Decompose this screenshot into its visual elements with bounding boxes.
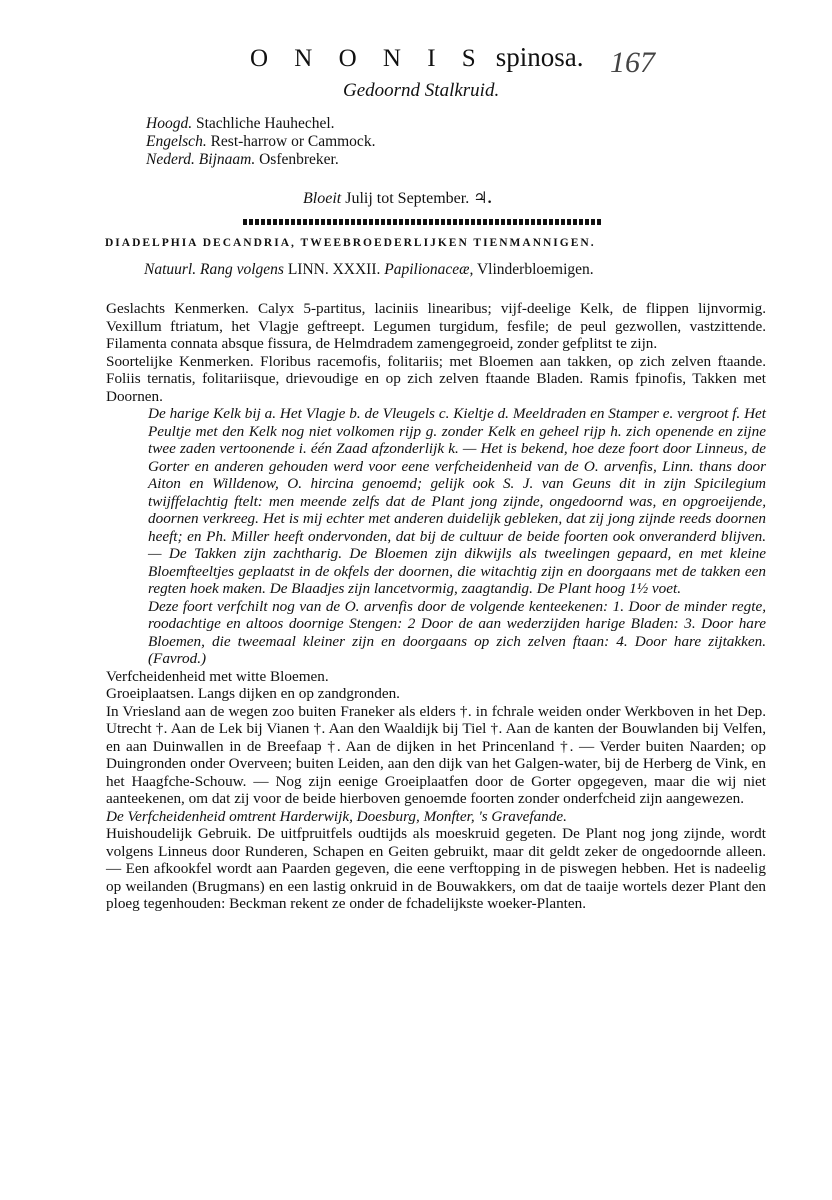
natural-rank: Natuurl. Rang volgens LINN. XXXII. Papilionaceæ, Vlinderbloemigen. [144, 261, 594, 278]
variety-line: Verfcheidenheid met witte Bloemen. [106, 667, 329, 685]
name-nederd: Nederd. Bijnaam. Osfenbreker. [146, 151, 339, 168]
name-engelsch: Engelsch. Rest-harrow or Cammock. [146, 133, 376, 150]
habitats-heading: Groeiplaatsen. Langs dijken en op zandgronden. [106, 685, 400, 702]
ornamental-rule [243, 219, 603, 225]
common-names [146, 115, 375, 169]
species-characters: Soortelijke Kenmerken. Floribus racemofis, folitariis; met Bloemen aan takken, op zich zelven ftaande. Foliis ternatis, folitariisque, drievoudige en op zich zelven ftaande Bladen. Ramis fpinofis, Takken met Doornen. [106, 352, 766, 405]
locations-paragraph: In Vriesland aan de wegen zoo buiten Franeker als elders †. in fchrale weiden onder Werkboven in het Dep. Utrecht †. Aan de Lek bij Vianen †. Aan den Waaldijk bij Tiel †. Aan de kanten der Bouwlanden bij Velfen, en aan Duinwallen in de Breefaap †. Aan de dijken in het Princenland †. — Verder buiten Naarden; op Duingronden onder Overveen; buiten Leiden, aan den dijk van het Galgen-water, bij de Herberg de Vink, en het Haagfche-Schouw. — Nog zijn eenige Groeiplaatfen door de Gorter opgegeven, maar die wij niet aanteekenen, om dat zij voor de beide hierboven genoemde foorten zonder onderfcheid zijn aangewezen. [106, 702, 766, 807]
flowering-period: Bloeit Julij tot September. ♃. [303, 190, 492, 207]
description-paragraph: De harige Kelk bij a. Het Vlagje b. de Vleugels c. Kieltje d. Meeldraden en Stamper e. vergroot f. Het Peultje met den Kelk nog niet volkomen rijp g. zonder Kelk en geheel rijp h. zich openende en zijne twee zaden vertoonende i. één Zaad afzonderlijk k. — Het is bekend, hoe deze foort door Linneus, de Gorter en anderen gehouden werd voor eene verfcheidenheid van de O. arvenfis, Linn. thans door Aiton en Willdenow, O. hircina genoemd; gelijk ook S. J. van Geuns dit in zijn Spicilegium twijffelachtig ftelt: men meende zelfs dat de Plant jong zijnde, ongedoornd was, en opgroeijende, doornen verkreeg. Het is mij echter met anderen duidelijk gebleken, dat zij jong zijnde reeds doornen heeft; en Ph. Miller heeft ondervonden, dat bij de cultuur de beide foorten ook onveranderd blijven. — De Takken zijn zachtharig. De Bloemen zijn dikwijls als tweelingen gepaard, en met kleine Bloemfteeltjes geplaatst in de okfels der doornen, die witachtig zijn en doorgaans met de takken een regten hoek maken. De Blaadjes zijn lancetvormig, zaagtandig. De Plant hoog 1½ voet. [148, 405, 766, 597]
handwritten-page-number: 167 [610, 46, 655, 79]
household-use-paragraph: Huishoudelijk Gebruik. De uitfpruitfels oudtijds als moeskruid gegeten. De Plant nog jong zijnde, wordt volgens Linneus door Runderen, Schapen en Geiten gebruikt, maar dit geldt zeker de ongedoornde alleen. — Een afkookfel wordt aan Paarden gegeven, die eene verftopping in de piswegen hebben. Het is nadeelig op weilanden (Brugmans) en een lastig onkruid in de Bouwakkers, om dat de taaije wortels dezer Plant den ploeg tegenhouden: Beckman rekent ze onder de fchadelijkste woeker-Planten. [106, 825, 766, 912]
variety-locations: De Verfcheidenheid omtrent Harderwijk, Doesburg, Monfter, 's Gravefande. [106, 807, 567, 825]
species-name: spinosa. [495, 42, 584, 72]
body-text [86, 300, 766, 913]
name-hoogd: Hoogd. Stachliche Hauhechel. [146, 115, 335, 132]
genus-title: O N O N I S spinosa. [250, 42, 584, 72]
difference-paragraph: Deze foort verfchilt nog van de O. arvenfis door de volgende kenteekenen: 1. Door de minder regte, roodachtige en altoos doornige Stengen: 2 Door de aan wederzijden harige Bladen: 3. Door hare Bloemen, die tweemaal kleiner zijn en doorgaans op zich zelven ftaan: 4. Door hare zijtakken. (Favrod.) [148, 597, 766, 667]
genus-characters: Geslachts Kenmerken. Calyx 5-partitus, laciniis linearibus; vijf-deelige Kelk, de flippen lijnvormig. Vexillum ftriatum, het Vlagje geftreept. Legumen turgidum, fesfile; de peul gezwollen, vastzittende. Filamenta connata absque fissura, de Helmdradem zamengegroeid, zonder gefplitst te zijn. [106, 300, 766, 352]
dutch-name: Gedoornd Stalkruid. [343, 80, 500, 101]
linnaean-class: DIADELPHIA DECANDRIA, TWEEBROEDERLIJKEN TIENMANNIGEN. [105, 237, 596, 249]
